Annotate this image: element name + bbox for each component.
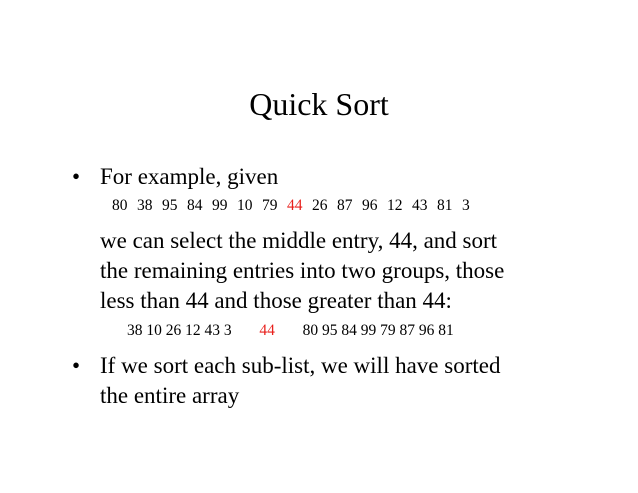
bullet1-line1: For example, given	[100, 164, 279, 189]
partition-left: 38 10 26 12 43 3	[127, 322, 232, 339]
sequence-item: 26	[312, 197, 328, 214]
bullet-marker-2: •	[72, 353, 81, 378]
sequence-item: 43	[412, 197, 428, 214]
bullet-marker-1: •	[72, 164, 81, 189]
sequence-item: 38	[137, 197, 153, 214]
sequence-item: 99	[212, 197, 228, 214]
bullet2-line1: If we sort each sub-list, we will have sorted	[100, 353, 501, 378]
sequence-item: 12	[387, 197, 403, 214]
sequence-item: 79	[262, 197, 278, 214]
sequence-item: 96	[362, 197, 378, 214]
partition-row	[127, 321, 454, 341]
sequence-item: 84	[187, 197, 203, 214]
bullet2-line2: the entire array	[100, 383, 240, 408]
sequence-item: 87	[337, 197, 353, 214]
sequence-item: 44	[287, 197, 303, 214]
slide-title: Quick Sort	[249, 86, 389, 122]
bullet1-para-line2: the remaining entries into two groups, those	[100, 258, 505, 283]
sequence-item: 81	[437, 197, 453, 214]
sequence-item: 10	[237, 197, 253, 214]
partition-right: 80 95 84 99 79 87 96 81	[302, 322, 454, 339]
example-sequence	[112, 196, 479, 216]
sequence-item: 3	[462, 197, 470, 214]
bullet1-para-line3: less than 44 and those greater than 44:	[100, 288, 452, 313]
partition-pivot: 44	[259, 322, 275, 339]
sequence-item: 80	[112, 197, 128, 214]
bullet1-para-line1: we can select the middle entry, 44, and sort	[100, 228, 498, 253]
sequence-item: 95	[162, 197, 178, 214]
